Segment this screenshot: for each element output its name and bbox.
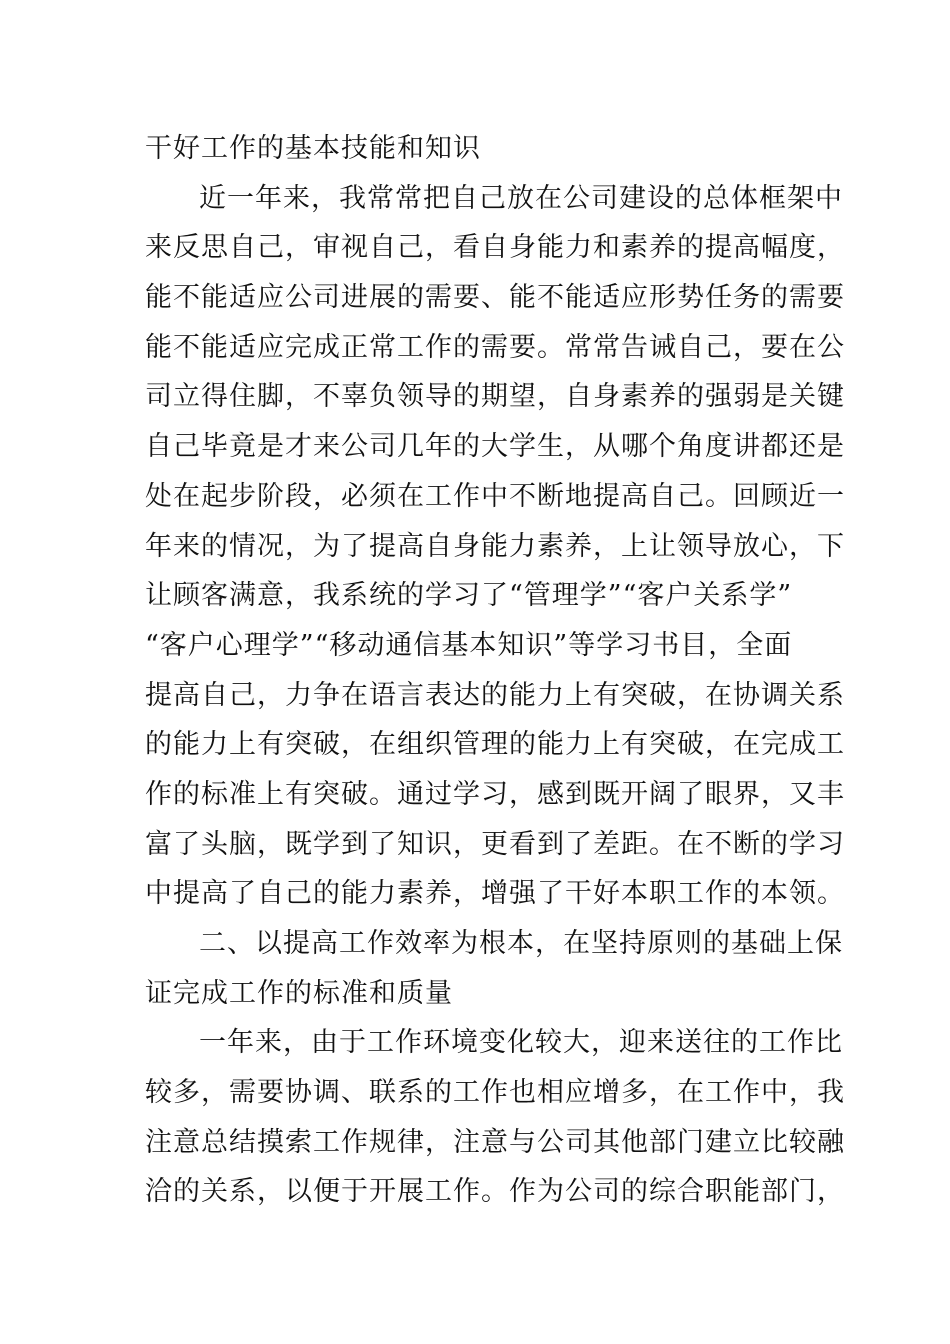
text-line: 较多，需要协调、联系的工作也相应增多，在工作中，我 <box>145 1077 845 1109</box>
text-line: 中提高了自己的能力素养，增强了干好本职工作的本领。 <box>145 878 845 910</box>
text-line: 一年来，由于工作环境变化较大，迎来送往的工作比 <box>199 1027 843 1059</box>
text-line: 注意总结摸索工作规律，注意与公司其他部门建立比较融 <box>145 1126 845 1158</box>
text-line: 来反思自己，审视自己，看自身能力和素养的提高幅度， <box>145 232 845 264</box>
text-line: 能不能适应完成正常工作的需要。常常告诫自己，要在公 <box>145 331 845 363</box>
section-heading-line: 证完成工作的标准和质量 <box>145 977 453 1009</box>
text-line: 司立得住脚，不辜负领导的期望，自身素养的强弱是关键 <box>145 381 845 413</box>
text-line: 让顾客满意，我系统的学习了“管理学”“客户关系学” <box>145 580 793 612</box>
body-text <box>145 124 845 1217</box>
text-line: 提高自己，力争在语言表达的能力上有突破，在协调关系 <box>145 679 845 711</box>
text-line: 的能力上有突破，在组织管理的能力上有突破，在完成工 <box>145 729 845 761</box>
text-line: 近一年来，我常常把自己放在公司建设的总体框架中 <box>199 182 843 214</box>
text-line: 能不能适应公司进展的需要、能不能适应形势任务的需要 <box>145 282 845 314</box>
text-line: 年来的情况，为了提高自身能力素养，上让领导放心，下 <box>145 530 845 562</box>
text-line: 干好工作的基本技能和知识 <box>145 133 481 164</box>
section-heading-line: 二、以提高工作效率为根本，在坚持原则的基础上保 <box>199 928 843 959</box>
text-line: 富了头脑，既学到了知识，更看到了差距。在不断的学习 <box>145 828 845 860</box>
text-line: 自己毕竟是才来公司几年的大学生，从哪个角度讲都还是 <box>145 431 845 463</box>
text-line: 作的标准上有突破。通过学习，感到既开阔了眼界，又丰 <box>145 778 845 810</box>
text-line: 处在起步阶段，必须在工作中不断地提高自己。回顾近一 <box>145 480 845 512</box>
text-line: “客户心理学”“移动通信基本知识”等学习书目，全面 <box>145 629 793 661</box>
text-line: 洽的关系，以便于开展工作。作为公司的综合职能部门， <box>145 1176 845 1208</box>
